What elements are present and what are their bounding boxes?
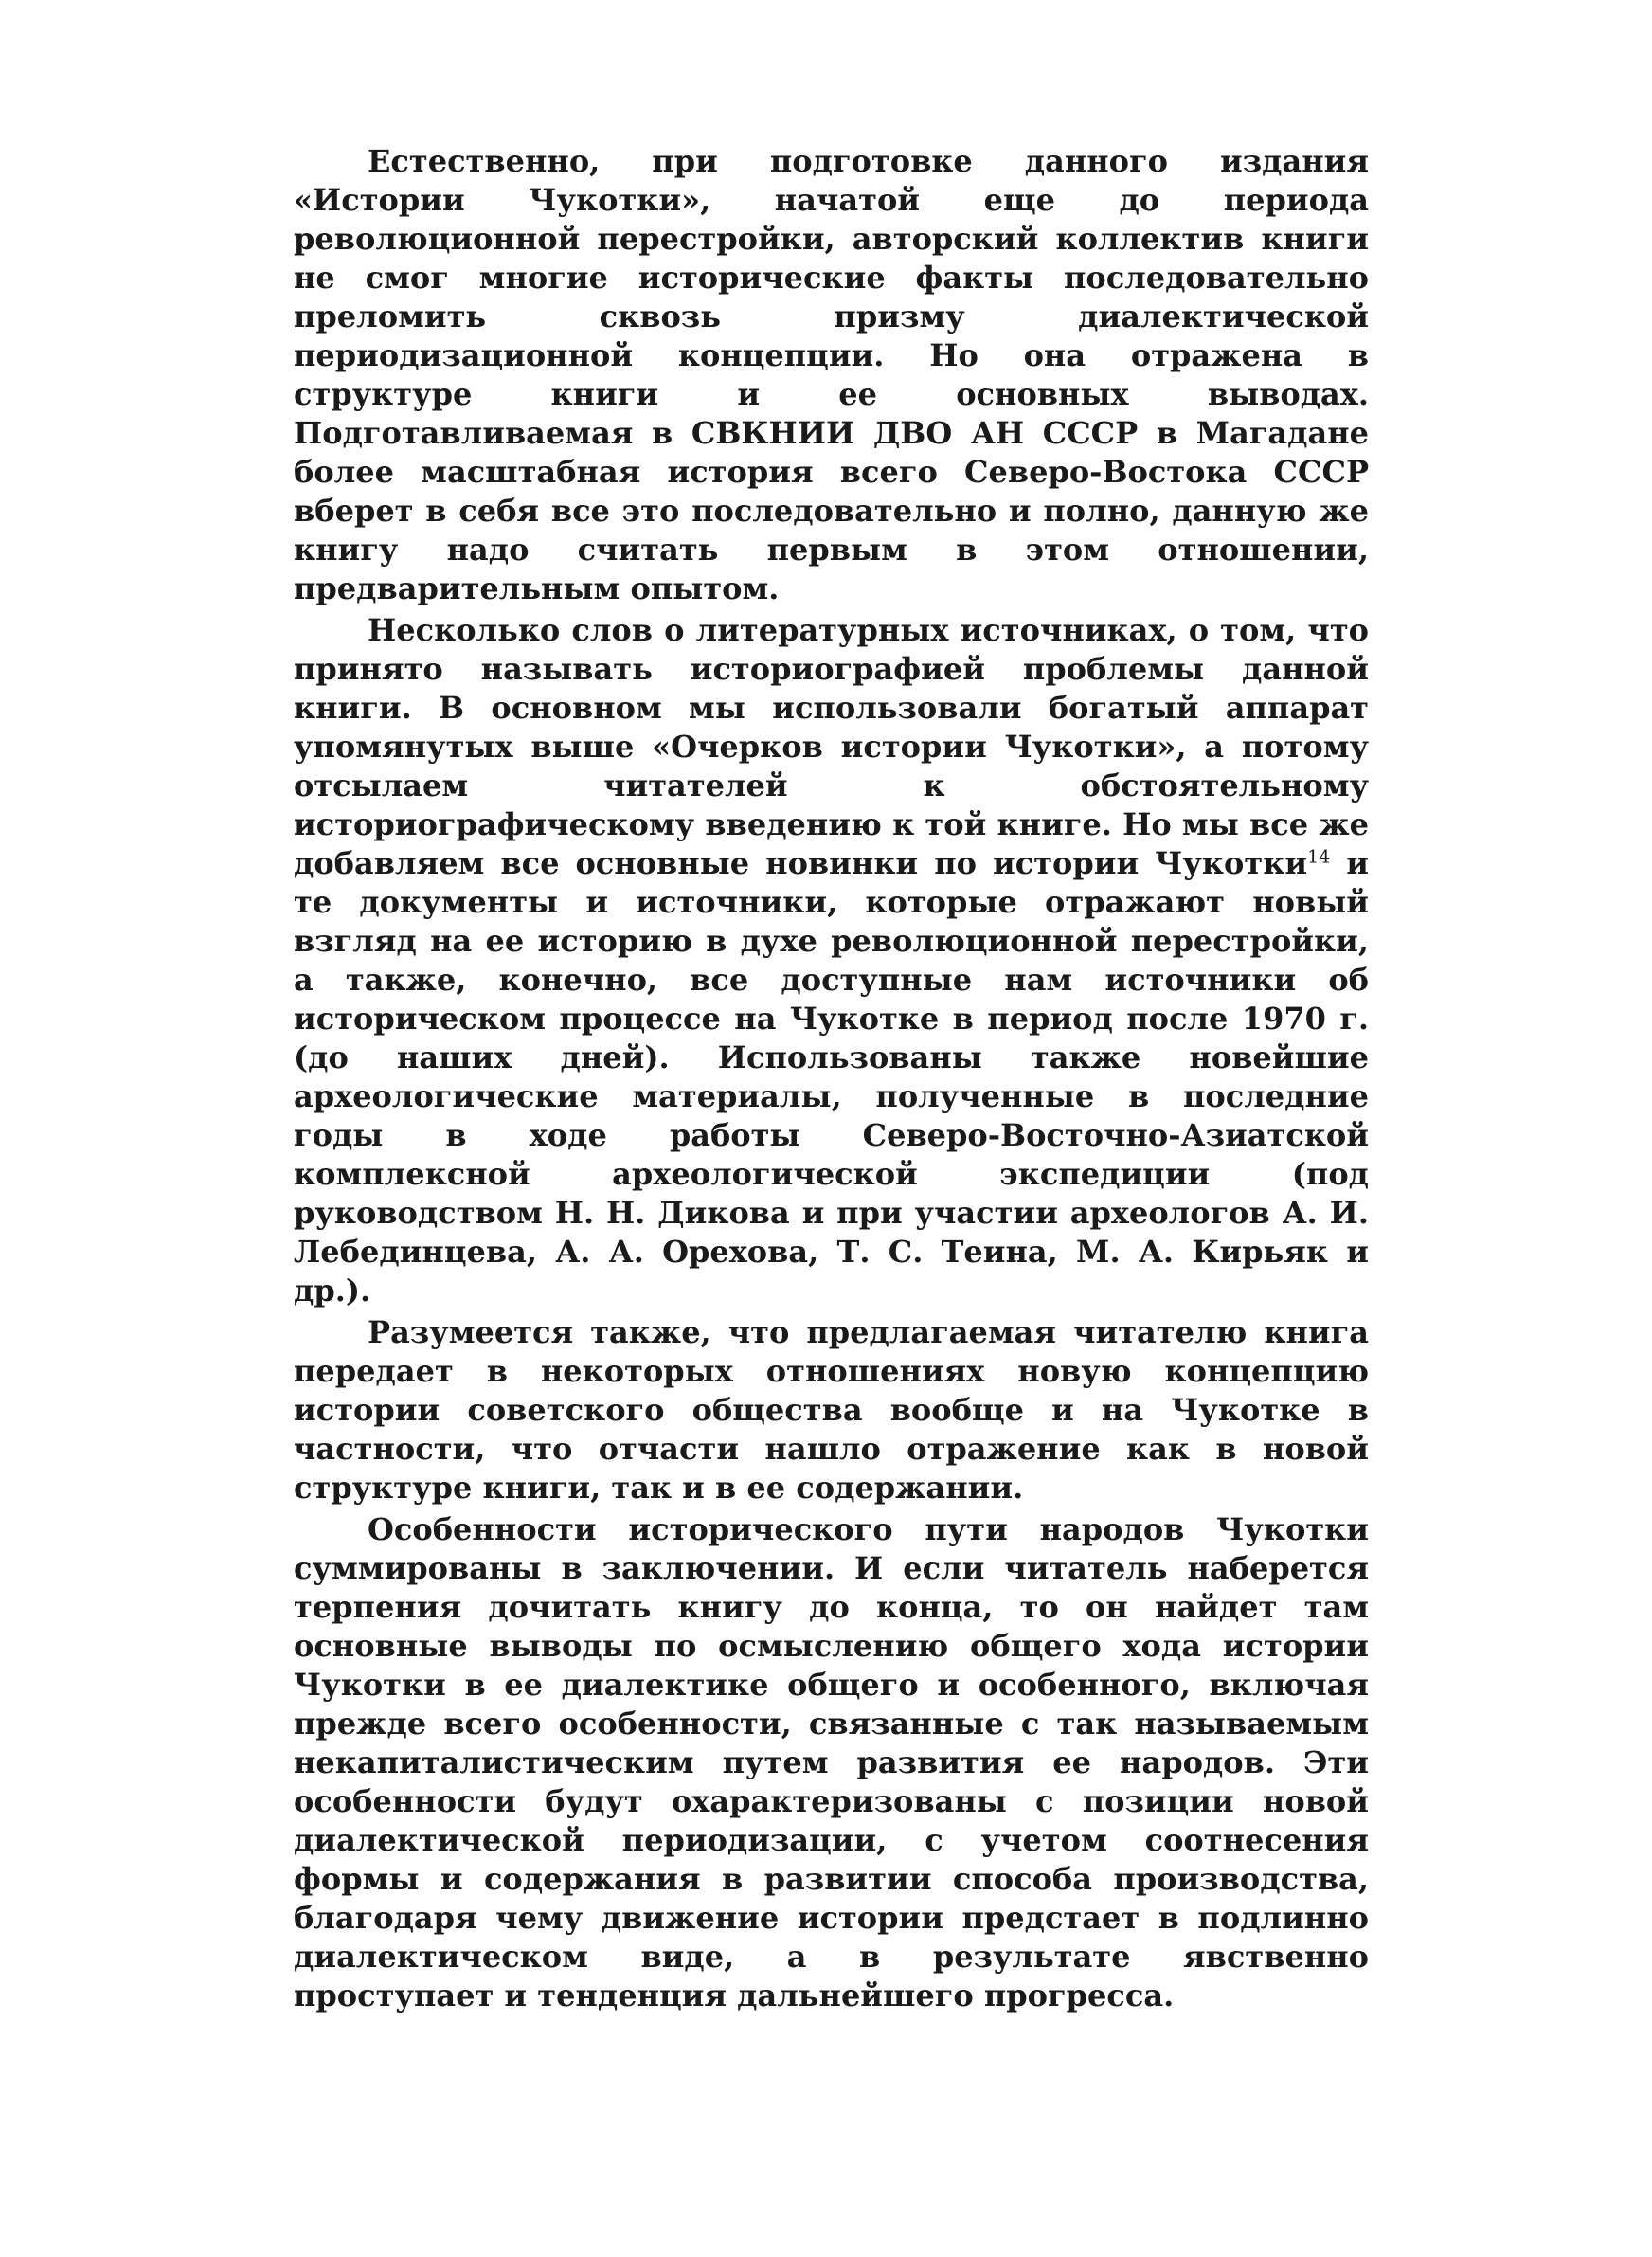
footnote-ref-14: 14 bbox=[1307, 846, 1331, 868]
paragraph-4: Особенности исторического пути народов Чукотки суммированы в заключении. И если читатель наберется терпения дочитать книгу до конца, то он найдет там основные выводы по осмыслению общего хода истории Чукотки в ее диалектике общего и особенного, включая прежде всего особенности, связанные с так называемым некапиталистическим путем развития ее народов. Эти особенности будут охарактеризованы с позиции новой диалектической периодизации, с учетом соотнесения формы и содержания в развитии способа производства, благодаря чему движение истории предстает в подлинно диалектическом виде, а в результате явственно проступает и тенденция дальнейшего прогресса. bbox=[294, 1511, 1369, 2013]
page-body bbox=[294, 142, 1369, 2018]
paragraph-3: Разумеется также, что предлагаемая читателю книга передает в некоторых отношениях новую концепцию истории советского общества вообще и на Чукотке в частности, что отчасти нашло отражение как в новой структуре книги, так и в ее содержании. bbox=[294, 1314, 1369, 1506]
paragraph-2-text-start: Несколько слов о литературных источниках, о том, что принято называть историографией проблемы данной книги. В основном мы использовали богатый аппарат упомянутых выше «Очерков истории Чукотки», а потому отсылаем читателей к обстоятельному историографическому введению к той книге. Но мы все же добавляем все основные новинки по истории Чукотки bbox=[294, 612, 1369, 881]
paragraph-2 bbox=[294, 611, 1369, 1310]
paragraph-1: Естественно, при подготовке данного издания «Истории Чукотки», начатой еще до периода революционной перестройки, авторский коллектив книги не смог многие исторические факты последовательно преломить сквозь призму диалектической периодизационной концепции. Но она отражена в структуре книги и ее основных выводах. Подготавливаемая в СВКНИИ ДВО АН СССР в Магадане более масштабная история всего Северо-Востока СССР вберет в себя все это последовательно и полно, данную же книгу надо считать первым в этом отношении, предварительным опытом. bbox=[294, 143, 1369, 606]
paragraph-2-text-end: и те документы и источники, которые отражают новый взгляд на ее историю в духе революционной перестройки, а также, конечно, все доступные нам источники об историческом процессе на Чукотке в период после 1970 г. (до наших дней). Использованы также новейшие археологические материалы, полученные в последние годы в ходе работы Северо-Восточно-Азиатской комплексной археологической экспедиции (под руководством Н. Н. Дикова и при участии археологов А. И. Лебединцева, А. А. Орехова, Т. С. Теина, М. А. Кирьяк и др.). bbox=[294, 845, 1370, 1309]
